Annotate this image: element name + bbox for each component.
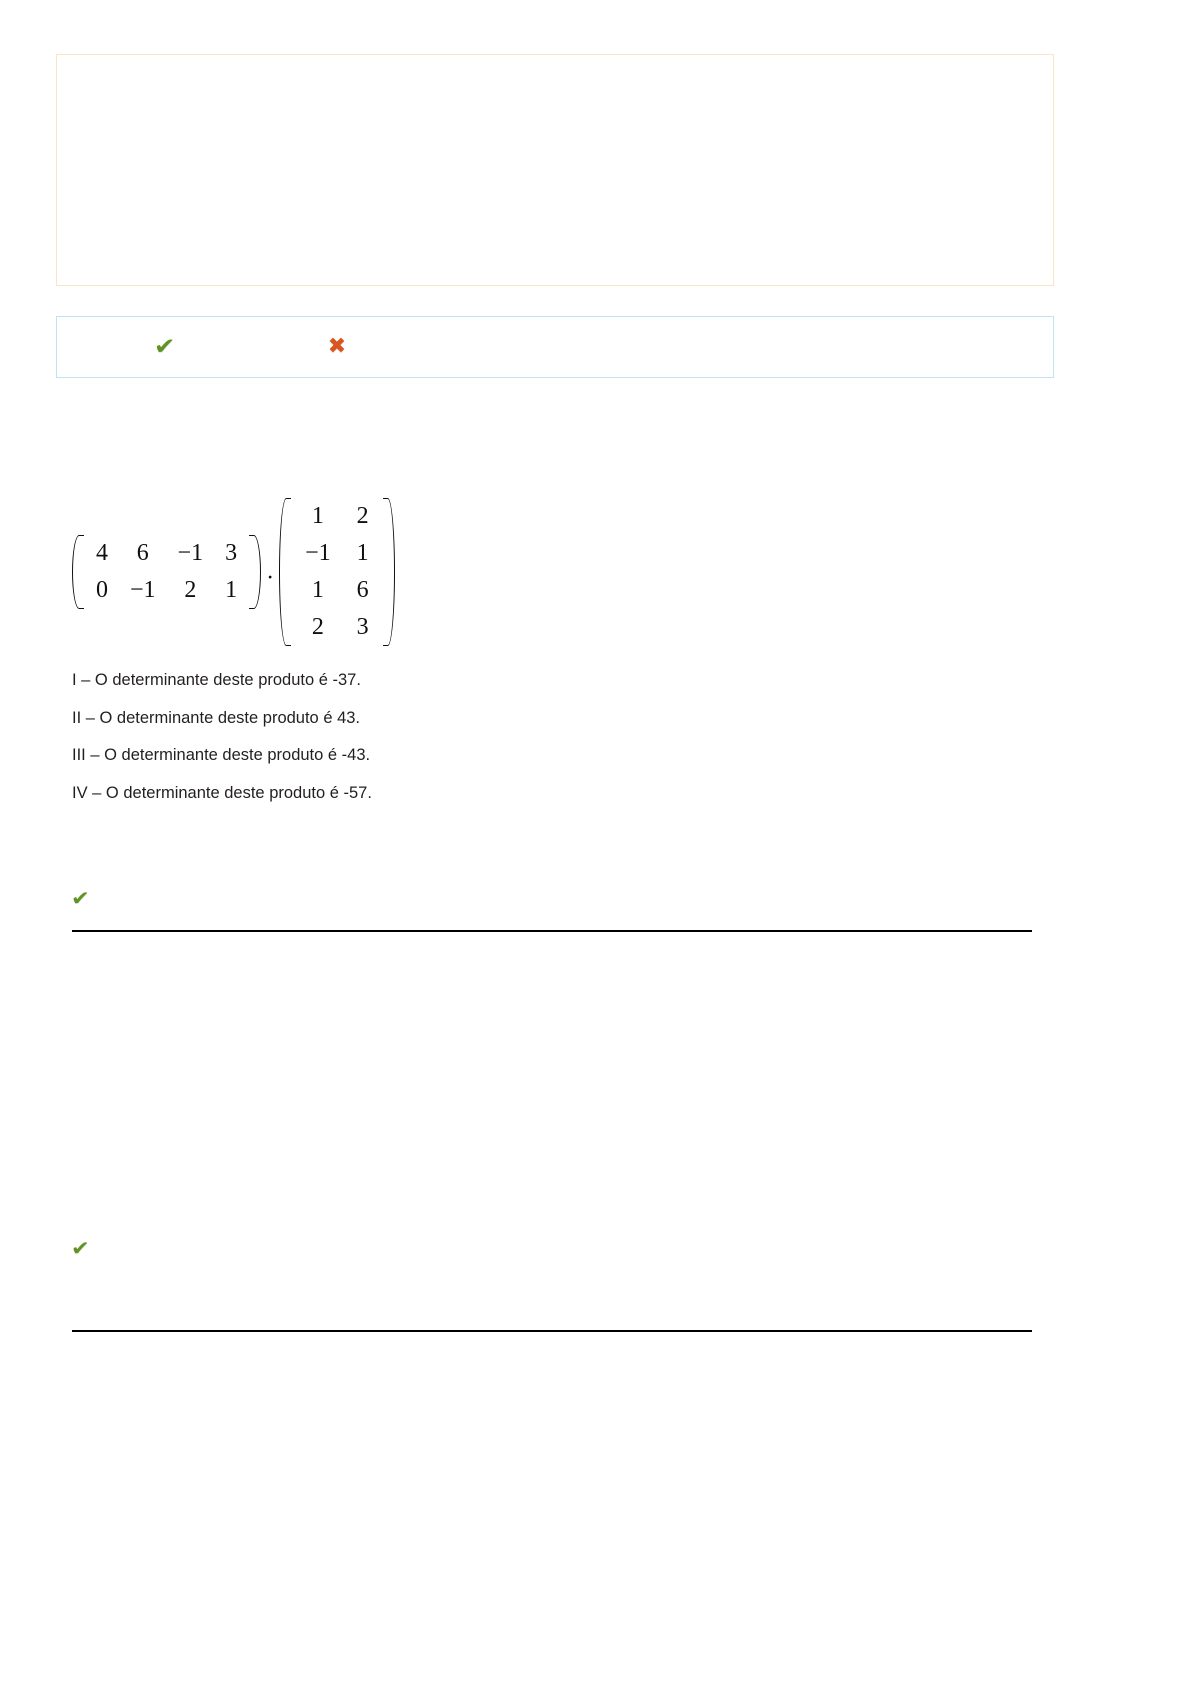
matrix-b-cell: 6 (356, 577, 369, 604)
matrix-a-cell: 2 (184, 577, 197, 604)
matrix-b-row (292, 498, 382, 535)
statement-item-ii: II – O determinante deste produto é 43. (72, 708, 361, 727)
matrix-a (72, 535, 261, 609)
statement-item-iv: IV – O determinante deste produto é -57. (72, 783, 372, 802)
matrix-b-row (292, 572, 382, 609)
answer-option-wrong[interactable] (315, 317, 359, 377)
check-icon: ✔ (70, 886, 90, 910)
multiplication-operator: · (266, 564, 275, 591)
feedback-mark-row-2 (72, 1238, 1032, 1260)
matrix-a-cell: −1 (177, 540, 204, 567)
matrix-b-cell: 3 (356, 614, 369, 641)
matrix-b-row (292, 609, 382, 646)
statement-item-iii: III – O determinante deste produto é -43. (72, 746, 371, 764)
check-icon: ✔ (70, 1236, 90, 1260)
matrix-a-cell: 1 (225, 577, 238, 604)
check-icon: ✔ (154, 333, 176, 360)
section-divider-2 (72, 1330, 1032, 1332)
statement-item-i: I – O determinante deste produto é -37. (72, 671, 361, 689)
matrix-a-cell: 0 (96, 577, 108, 604)
matrix-b-cell: 1 (311, 577, 324, 604)
matrix-a-row (85, 572, 248, 609)
matrix-b-cell: −1 (305, 540, 331, 567)
question-panel (56, 54, 1054, 286)
matrix-b-cell: 2 (311, 614, 324, 641)
matrix-a-cell: 3 (225, 540, 238, 567)
matrix-a-cell: 6 (136, 540, 149, 567)
cross-icon: ✖ (327, 334, 347, 359)
matrix-b-cell: 2 (356, 503, 369, 529)
matrix-b-cell: 1 (356, 540, 369, 567)
statement-list (72, 672, 772, 822)
answer-option-correct[interactable] (143, 317, 187, 377)
matrix-a-cell: −1 (130, 577, 156, 604)
matrix-a-row (85, 535, 248, 572)
answer-feedback-panel (56, 316, 1054, 378)
feedback-mark-row-1 (72, 888, 1032, 910)
matrix-product-expression (72, 498, 395, 646)
matrix-b (279, 498, 395, 646)
matrix-b-row (292, 535, 382, 572)
matrix-a-cell: 4 (96, 540, 108, 567)
section-divider-1 (72, 930, 1032, 932)
matrix-b-cell: 1 (311, 503, 324, 529)
